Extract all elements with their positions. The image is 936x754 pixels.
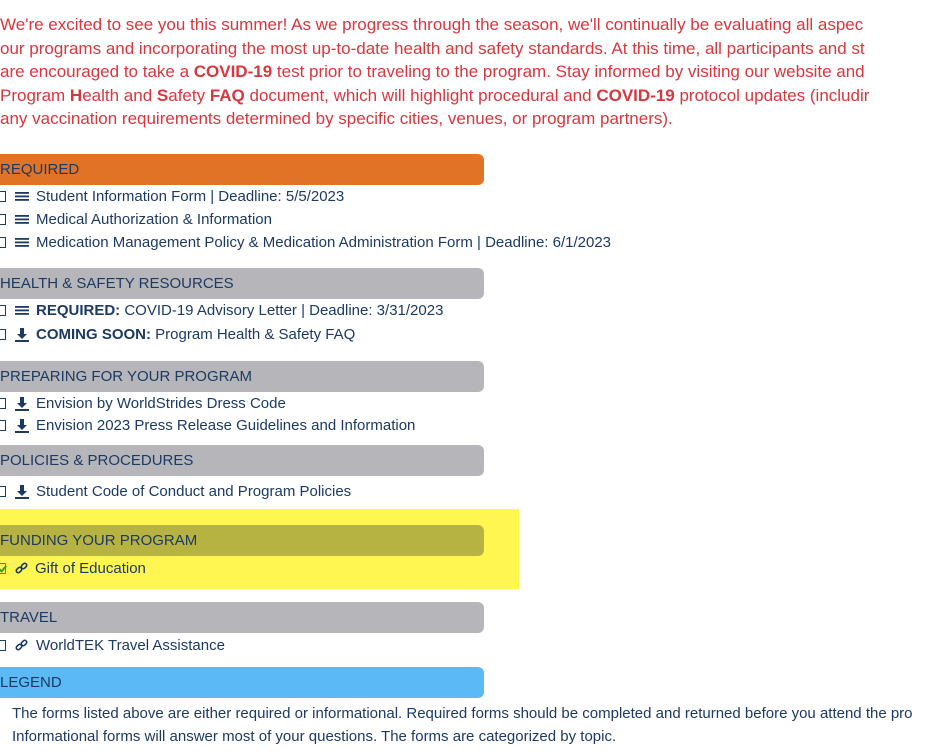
code-of-conduct-link[interactable]: Student Code of Conduct and Program Policies bbox=[36, 483, 352, 500]
checkbox[interactable] bbox=[0, 329, 6, 340]
section-header-legend: LEGEND bbox=[0, 667, 484, 698]
intro-line: any vaccination requirements determined by specific cities, venues, or program partners). bbox=[0, 109, 673, 128]
legend-line: Informational forms will answer most of your questions. The forms are categorized by topic. bbox=[12, 728, 617, 745]
download-icon bbox=[15, 396, 29, 412]
section-header-travel: TRAVEL bbox=[0, 602, 484, 633]
intro-text bbox=[0, 13, 936, 131]
download-icon bbox=[15, 327, 29, 343]
download-icon bbox=[15, 484, 29, 500]
dress-code-link[interactable]: Envision by WorldStrides Dress Code bbox=[36, 395, 286, 412]
intro-line: Program Health and Safety FAQ document, which will highlight procedural and COVID-19 protocol updates (includir bbox=[0, 85, 870, 105]
covid-letter-link[interactable]: REQUIRED: COVID-19 Advisory Letter | Deadline: 3/31/2023 bbox=[36, 302, 444, 319]
checkbox[interactable] bbox=[0, 486, 6, 497]
section-header-policies: POLICIES & PROCEDURES bbox=[0, 445, 484, 476]
checkbox-checked[interactable] bbox=[0, 563, 6, 574]
press-release-link[interactable]: Envision 2023 Press Release Guidelines and Information bbox=[36, 417, 416, 434]
intro-line: our programs and incorporating the most up-to-date health and safety standards. At this time, all participants and st bbox=[0, 38, 865, 58]
list-icon bbox=[15, 212, 29, 228]
checkbox[interactable] bbox=[0, 214, 6, 225]
checkbox[interactable] bbox=[0, 420, 6, 431]
download-icon bbox=[15, 418, 29, 434]
medical-auth-link[interactable]: Medical Authorization & Information bbox=[36, 211, 272, 228]
section-header-health-safety: HEALTH & SAFETY RESOURCES bbox=[0, 268, 484, 299]
checkbox[interactable] bbox=[0, 398, 6, 409]
checkbox[interactable] bbox=[0, 191, 6, 202]
list-icon bbox=[15, 189, 29, 205]
medication-policy-link[interactable]: Medication Management Policy & Medication Administration Form | Deadline: 6/1/2023 bbox=[36, 234, 612, 251]
health-faq-link[interactable]: COMING SOON: Program Health & Safety FAQ bbox=[36, 326, 356, 343]
checkbox[interactable] bbox=[0, 305, 6, 316]
section-header-preparing: PREPARING FOR YOUR PROGRAM bbox=[0, 361, 484, 392]
intro-line: We're excited to see you this summer! As we progress through the season, we'll continually be evaluating all aspec bbox=[0, 15, 864, 34]
checkbox[interactable] bbox=[0, 640, 6, 651]
intro-line: are encouraged to take a COVID-19 test prior to traveling to the program. Stay informed by visiting our website and bbox=[0, 62, 865, 81]
legend-line: The forms listed above are either required or informational. Required forms should be completed and returned before you attend the pro bbox=[12, 705, 913, 722]
checkbox[interactable] bbox=[0, 237, 6, 248]
legend-text bbox=[12, 702, 936, 748]
gift-of-education-link[interactable]: Gift of Education bbox=[35, 560, 146, 577]
link-icon bbox=[15, 561, 29, 577]
list-icon bbox=[15, 235, 29, 251]
list-icon bbox=[15, 303, 29, 319]
section-header-required: REQUIRED bbox=[0, 154, 484, 185]
student-info-link[interactable]: Student Information Form | Deadline: 5/5/2023 bbox=[36, 188, 345, 205]
worldtek-link[interactable]: WorldTEK Travel Assistance bbox=[36, 637, 225, 654]
link-icon bbox=[15, 638, 29, 654]
section-header-funding: FUNDING YOUR PROGRAM bbox=[0, 525, 484, 556]
